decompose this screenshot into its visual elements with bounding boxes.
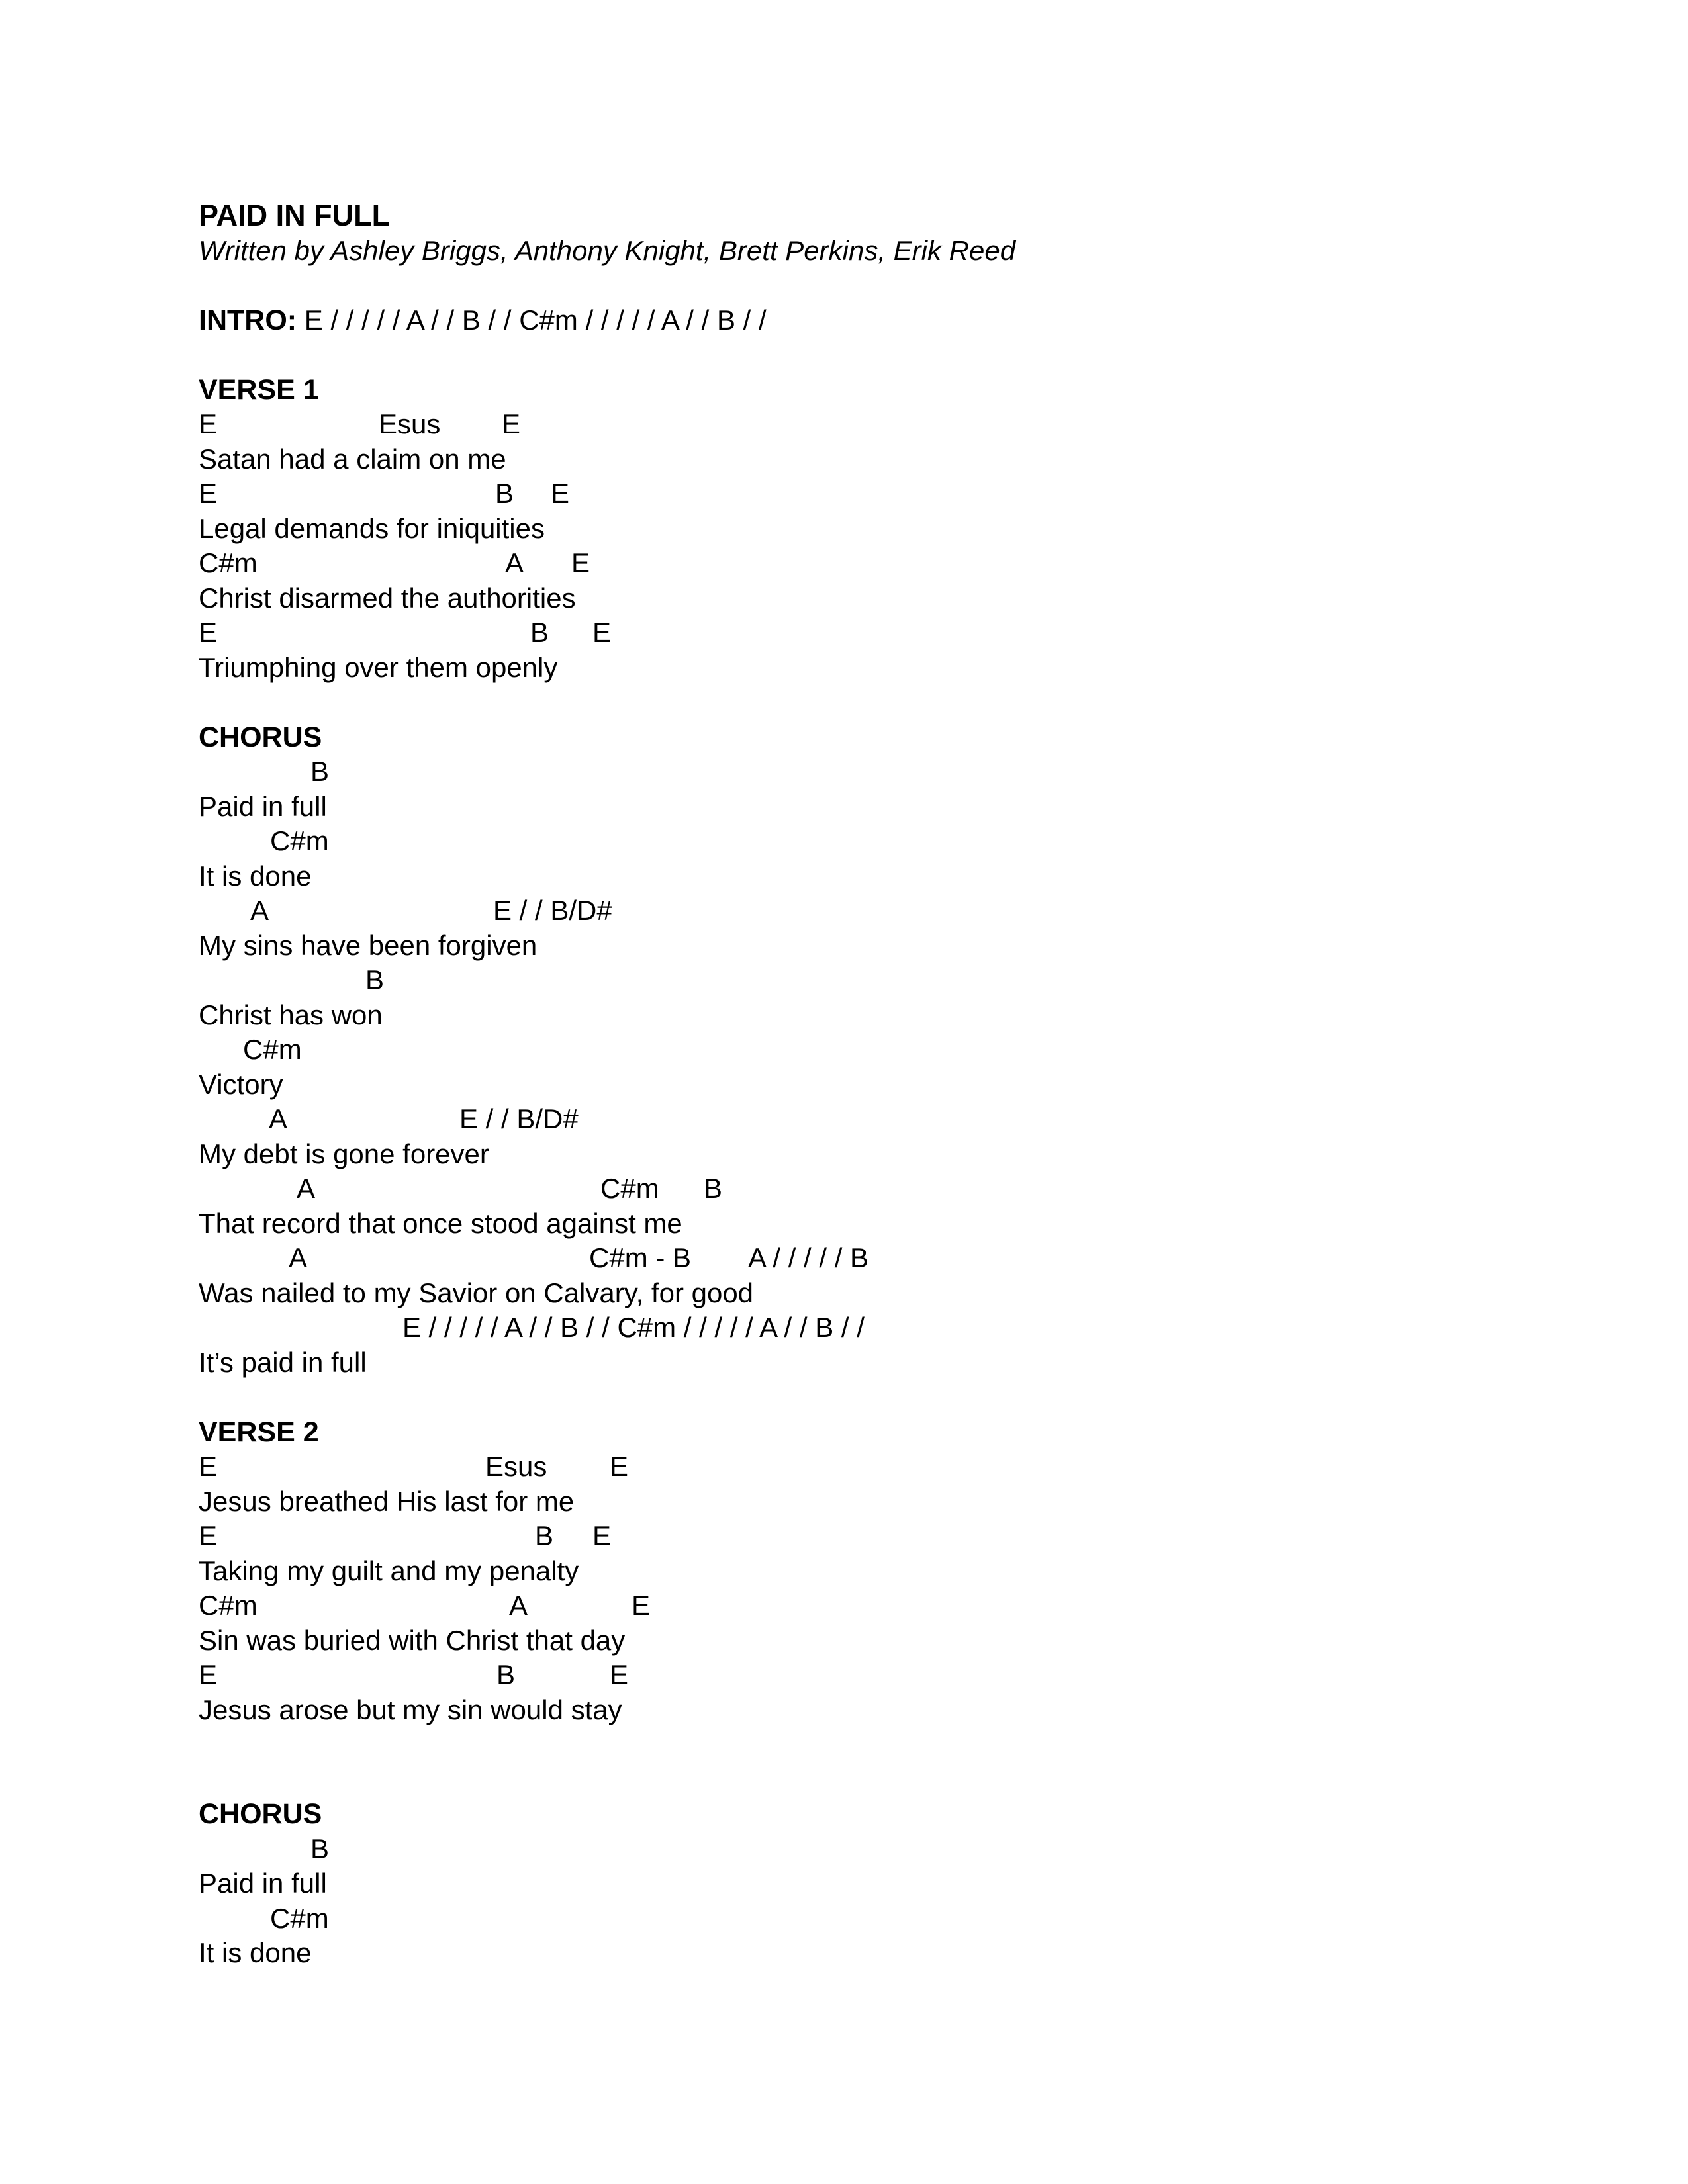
chord: E / / B/D# xyxy=(493,895,612,926)
chord: E / / / / / A / / B / / C#m / / / / / A / / B / / xyxy=(402,1312,865,1343)
lyric-line: It’s paid in full xyxy=(199,1346,367,1378)
lyric-line: Paid in full xyxy=(199,1868,327,1899)
chord-chart xyxy=(199,199,1622,2005)
chord: E xyxy=(610,1451,629,1482)
chord: C#m - B xyxy=(589,1242,692,1273)
chord: C#m xyxy=(199,1590,258,1621)
chord: B xyxy=(310,1833,330,1864)
lyric-line: Christ disarmed the authorities xyxy=(199,582,576,614)
chord: A / / / / / B xyxy=(748,1242,869,1273)
lyric-line: Sin was buried with Christ that day xyxy=(199,1624,626,1656)
chord-line xyxy=(199,1171,1622,1206)
lyric-line: Victory xyxy=(199,1068,283,1100)
lyric-line: It is done xyxy=(199,1937,312,1968)
chord: E xyxy=(632,1590,651,1621)
chord: B xyxy=(310,756,330,787)
chord-line xyxy=(199,1832,1622,1867)
chord: E xyxy=(571,547,590,578)
chord-line xyxy=(199,546,1622,581)
chord: A xyxy=(269,1103,288,1134)
chord: B xyxy=(530,617,549,648)
chord: E xyxy=(199,478,218,509)
chord: E xyxy=(199,1451,218,1482)
lyric-line: That record that once stood against me xyxy=(199,1207,682,1239)
chord-line xyxy=(199,754,1622,790)
chord: E xyxy=(592,617,612,648)
blank-line xyxy=(199,338,1622,373)
chord-line xyxy=(199,1241,1622,1276)
chord-line xyxy=(199,1310,1622,1345)
chord: A xyxy=(297,1173,316,1204)
chord-line xyxy=(199,1519,1622,1554)
intro-label: INTRO: xyxy=(199,304,297,336)
song-sections xyxy=(199,373,1622,2006)
chord: C#m xyxy=(243,1034,302,1065)
chord-line xyxy=(199,1449,1622,1484)
blank-line xyxy=(199,1762,1622,1797)
lyric-line: Legal demands for iniquities xyxy=(199,512,545,544)
chord-line xyxy=(199,1588,1622,1623)
lyric-line: Jesus arose but my sin would stay xyxy=(199,1694,622,1725)
chord: C#m xyxy=(199,547,258,578)
lyric-line: Triumphing over them openly xyxy=(199,651,558,683)
chord: B xyxy=(495,478,514,509)
chord: B xyxy=(535,1520,554,1551)
lyric-line: My debt is gone forever xyxy=(199,1138,489,1169)
chord: E xyxy=(199,408,218,439)
chord: B xyxy=(496,1659,516,1690)
chord: A xyxy=(505,547,524,578)
chord: E xyxy=(502,408,521,439)
chord-line xyxy=(199,1032,1622,1068)
chord-line xyxy=(199,1102,1622,1137)
blank-line xyxy=(199,1380,1622,1415)
lyric-line: Jesus breathed His last for me xyxy=(199,1485,575,1517)
chord: B xyxy=(704,1173,723,1204)
lyric-line: It is done xyxy=(199,860,312,891)
chord-line xyxy=(199,407,1622,442)
chord-line xyxy=(199,824,1622,859)
chord: C#m xyxy=(270,1902,329,1934)
chord-line xyxy=(199,615,1622,651)
chord: E xyxy=(199,617,218,648)
song-title: PAID IN FULL xyxy=(199,199,391,232)
chord: E xyxy=(551,478,570,509)
lyric-line: Taking my guilt and my penalty xyxy=(199,1555,579,1586)
intro-chords: E / / / / / A / / B / / C#m / / / / / A / / B / / xyxy=(304,304,767,336)
chord: A xyxy=(289,1242,308,1273)
lyric-line: My sins have been forgiven xyxy=(199,929,538,961)
chord: E xyxy=(592,1520,612,1551)
intro-line xyxy=(199,303,1622,338)
chord: Esus xyxy=(485,1451,547,1482)
lyric-line: Paid in full xyxy=(199,790,327,822)
section-heading: VERSE 2 xyxy=(199,1416,319,1448)
chord: E / / B/D# xyxy=(459,1103,579,1134)
chord: E xyxy=(610,1659,629,1690)
chord: C#m xyxy=(600,1173,659,1204)
blank-line xyxy=(199,268,1622,303)
lyric-line: Christ has won xyxy=(199,999,383,1030)
chord-line xyxy=(199,963,1622,998)
section-heading: VERSE 1 xyxy=(199,373,319,406)
blank-line xyxy=(199,685,1622,720)
chord-line xyxy=(199,1658,1622,1693)
chord: A xyxy=(509,1590,528,1621)
chord-line xyxy=(199,893,1622,929)
chord: C#m xyxy=(270,825,329,856)
chord-line xyxy=(199,477,1622,512)
chord: Esus xyxy=(379,408,441,439)
chord-line xyxy=(199,1901,1622,1936)
blank-line xyxy=(199,1971,1622,2006)
chord: A xyxy=(250,895,269,926)
section-heading: CHORUS xyxy=(199,1798,322,1830)
chord: E xyxy=(199,1520,218,1551)
blank-line xyxy=(199,1727,1622,1762)
section-heading: CHORUS xyxy=(199,721,322,753)
lyric-line: Satan had a claim on me xyxy=(199,443,506,475)
lyric-line: Was nailed to my Savior on Calvary, for good xyxy=(199,1277,754,1308)
chord: E xyxy=(199,1659,218,1690)
chord: B xyxy=(365,964,385,995)
song-byline: Written by Ashley Briggs, Anthony Knight, Brett Perkins, Erik Reed xyxy=(199,234,1016,266)
